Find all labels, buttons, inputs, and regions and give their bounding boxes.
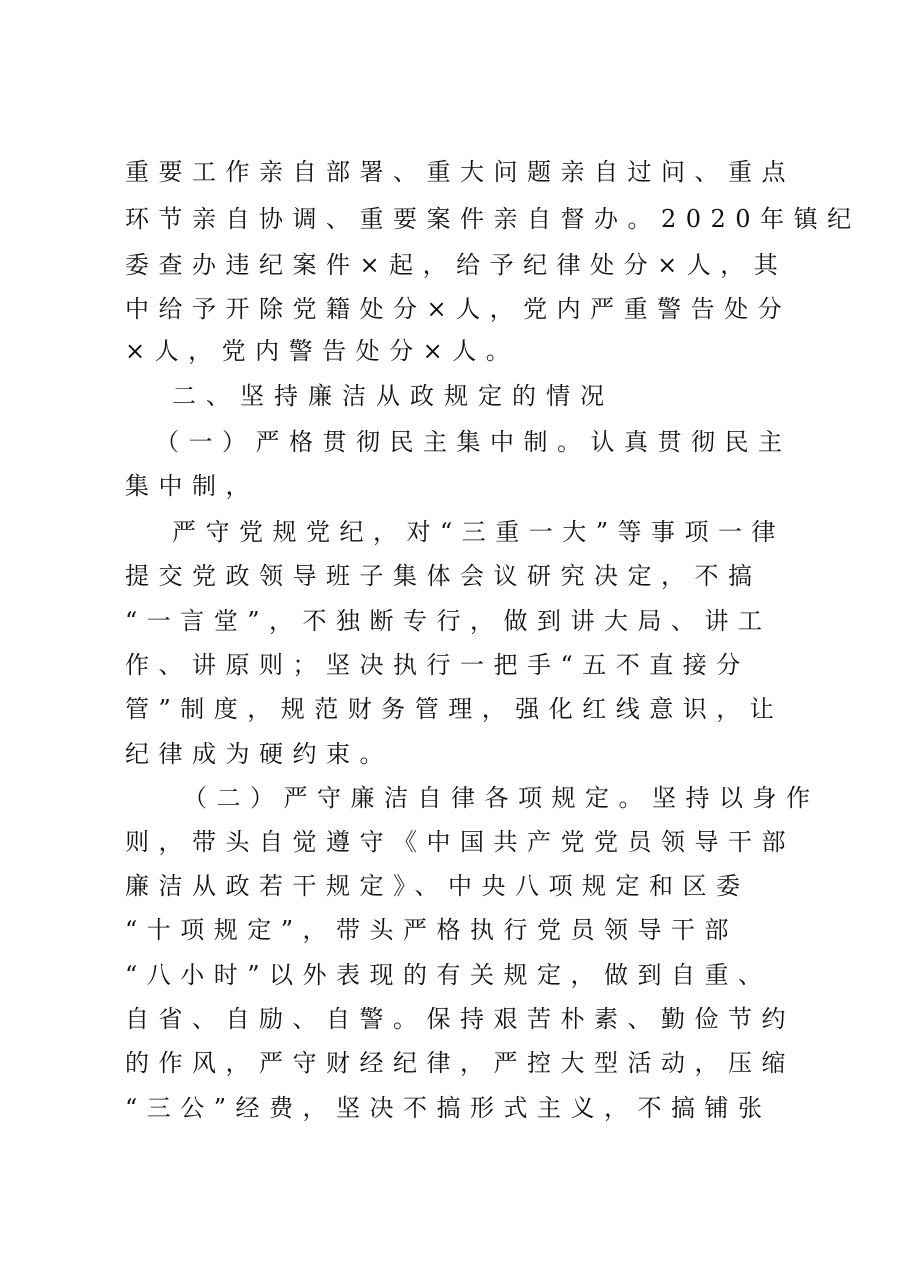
- text-line-4: 中给予开除党籍处分×人，党内严重警告处分: [125, 295, 792, 323]
- text-line-2: 环节亲自协调、重要案件亲自督办。2020年镇纪: [125, 205, 861, 233]
- text-line-16: 则，带头自觉遵守《中国共产党党员领导干部: [125, 828, 795, 856]
- text-line-21: 的作风，严守财经纪律，严控大型活动，压缩: [125, 1049, 795, 1077]
- text-line-14: 纪律成为硬约束。: [125, 740, 393, 768]
- text-line-19: “八小时”以外表现的有关规定，做到自重、: [125, 961, 772, 989]
- text-line-10: 提交党政领导班子集体会议研究决定，不搞: [125, 562, 762, 590]
- text-line-11: “一言堂”，不独断专行，做到讲大局、讲工: [125, 607, 772, 635]
- text-line-12: 作、讲原则；坚决执行一把手“五不直接分: [125, 651, 750, 679]
- subsection-heading-2: （二）严守廉洁自律各项规定。坚持以身作: [183, 784, 820, 812]
- text-line-13: 管”制度，规范财务管理，强化红线意识，让: [125, 695, 784, 723]
- text-line-9: 严守党规党纪，对“三重一大”等事项一律: [172, 518, 786, 546]
- text-line-1: 重要工作亲自部署、重大问题亲自过问、重点: [125, 158, 795, 186]
- text-line-18: “十项规定”，带头严格执行党员领导干部: [125, 916, 739, 944]
- text-line-17: 廉洁从政若干规定》、中央八项规定和区委: [125, 872, 750, 900]
- text-line-8: 集中制，: [125, 472, 259, 500]
- text-line-22: “三公”经费，坚决不搞形式主义，不搞铺张: [125, 1094, 772, 1122]
- section-heading: 二、坚持廉洁从政规定的情况: [172, 382, 614, 410]
- text-line-20: 自省、自励、自警。保持艰苦朴素、勤俭节约: [125, 1005, 795, 1033]
- text-line-5: ×人，党内警告处分×人。: [125, 337, 520, 365]
- subsection-heading-1: （一）严格贯彻民主集中制。认真贯彻民主: [155, 428, 792, 456]
- text-line-3: 委查办违纪案件×起，给予纪律处分×人，其: [125, 251, 788, 279]
